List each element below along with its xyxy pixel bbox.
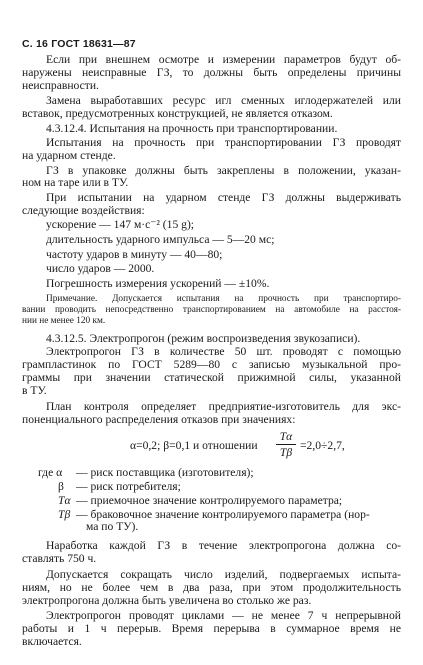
section-heading: 4.3.12.5. Электропрогон (режим воспроизведения звукозаписи). — [46, 331, 361, 345]
formula — [130, 430, 390, 460]
paragraph-line: электропрогона должна быть увеличена во столько же раз. — [22, 593, 312, 607]
paragraph-line: работы и 1 ч перерыв. Время перерыва в суммарное время не — [22, 622, 401, 636]
formula-rhs: =2,0÷2,7, — [300, 439, 345, 453]
legend-symbol: β — [58, 479, 64, 493]
legend-symbol: где α — [38, 466, 63, 480]
paragraph-line: Испытания на прочность при транспортировании ГЗ проводят — [46, 135, 401, 149]
note-line: Примечание. Допускается испытания на прочность при транспортиро- — [46, 294, 401, 305]
formula-numerator: Tα — [279, 430, 293, 444]
paragraph-line: Электропрогон проводят циклами — не менее 7 ч непрерывной — [46, 609, 401, 623]
paragraph-line: в ТУ. — [22, 384, 47, 397]
page-header: С. 16 ГОСТ 18631—87 — [22, 38, 136, 50]
legend-text: ма по ТУ). — [86, 520, 139, 534]
paragraph-line: План контроля определяет предприятие-изготовитель для экс- — [46, 399, 401, 413]
paragraph-line: При испытании на ударном стенде ГЗ должны выдерживать — [46, 191, 401, 205]
paragraph-line: включается. — [22, 635, 82, 649]
paragraph-line: неисправности. — [22, 78, 99, 92]
note-line: вании проводить непосредственно транспортированием на автомобиле на расстоя- — [22, 304, 401, 315]
legend-symbol: Tβ — [58, 507, 71, 521]
impact-item: число ударов — 2000. — [46, 262, 155, 276]
legend-text: — риск поставщика (изготовителя); — [76, 466, 254, 480]
fraction-bar — [276, 444, 296, 445]
paragraph-line: ГЗ в упаковке должны быть закреплены в положении, указан- — [46, 163, 401, 177]
note-line: нии не менее 120 км. — [22, 315, 106, 326]
legend-symbol: Tα — [58, 493, 71, 507]
impact-item: ускорение — 147 м·с⁻² (15 g); — [46, 217, 195, 231]
impact-item: частоту ударов в минуту — 40—80; — [46, 247, 223, 261]
legend-text: — риск потребителя; — [76, 479, 181, 493]
paragraph-line: наружены неисправные ГЗ, то должны быть определены причины — [22, 65, 401, 79]
paragraph-line: поненциального распределения отказов при значениях: — [22, 412, 296, 426]
paragraph-line: Замена выработавших ресурс игл сменных иглодержателей или — [46, 94, 401, 108]
paragraph-line: на ударном стенде. — [22, 148, 116, 162]
paragraph-line: ниям, но не более чем в два раза, при этом продолжительность — [22, 580, 401, 594]
paragraph-line: вставок, предусмотренных конструкцией, не является отказом. — [22, 107, 333, 121]
impact-item: длительность ударного импульса — 5—20 мс; — [46, 232, 275, 246]
formula-denominator: Tβ — [279, 446, 293, 460]
paragraph-line: Электропрогон ГЗ в количестве 50 шт. проводят с помощью — [46, 345, 401, 359]
legend-text: — браковочное значение контролируемого параметра (нор- — [76, 507, 370, 521]
formula-fraction — [276, 430, 296, 459]
paragraph-line: Если при внешнем осмотре и измерении параметров будут об- — [46, 52, 401, 66]
paragraph-line: Наработка каждой ГЗ в течение электропрогона должна со- — [46, 539, 401, 553]
paragraph-line: следующие воздействия: — [22, 204, 145, 218]
paragraph-line: Погрешность измерения ускорений — ±10%. — [46, 277, 270, 291]
paragraph-line: грампластинок по ГОСТ 5289—80 с записью музыкальной про- — [22, 358, 401, 372]
paragraph-line: граммы при значении статической прижимной силы, указанной — [22, 371, 401, 385]
paragraph-line: Допускается сокращать число изделий, подвергаемых испыта- — [46, 567, 401, 581]
paragraph-line: ставлять 750 ч. — [22, 552, 97, 566]
legend-text: — приемочное значение контролируемого параметра; — [76, 493, 343, 507]
section-heading: 4.3.12.4. Испытания на прочность при транспортировании. — [46, 122, 338, 136]
paragraph-line: ном на таре или в ТУ. — [22, 176, 129, 190]
formula-lhs: α=0,2; β=0,1 и отношении — [130, 439, 258, 453]
